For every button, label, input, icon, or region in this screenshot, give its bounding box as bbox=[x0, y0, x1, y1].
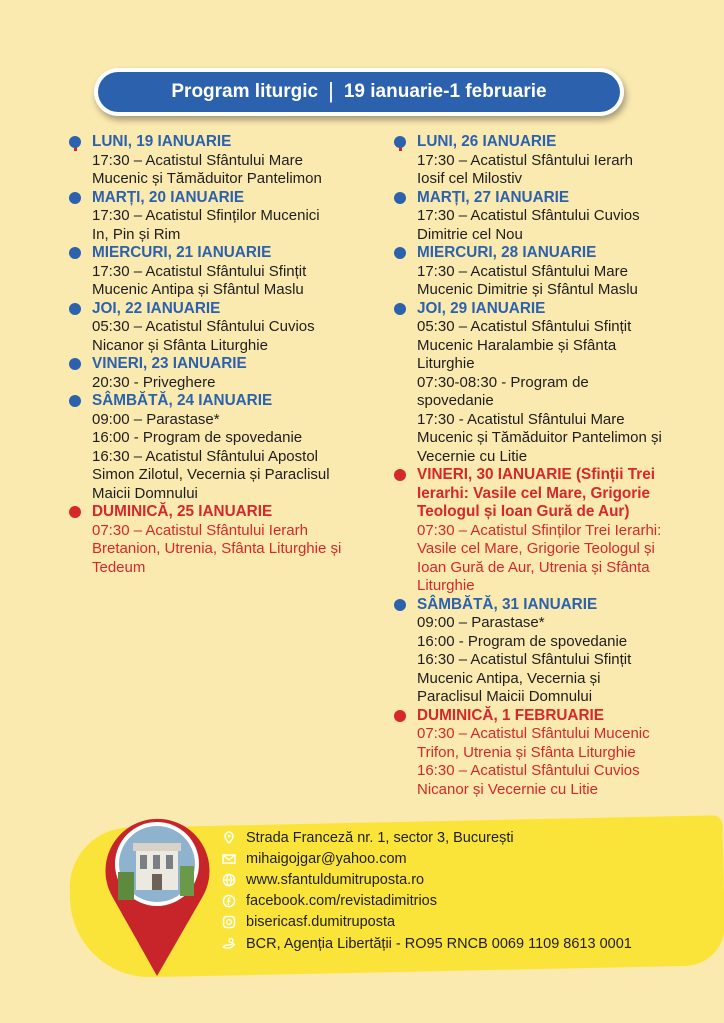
day-heading: MARȚI, 27 IANUARIE bbox=[417, 188, 570, 206]
event-line: Vecernie cu Litie bbox=[417, 447, 528, 465]
event-line: 07:30-08:30 - Program de bbox=[417, 373, 589, 391]
church-location-pin bbox=[100, 808, 215, 978]
title-right: 19 ianuarie-1 februarie bbox=[343, 81, 547, 102]
contact-email bbox=[222, 848, 632, 869]
day-heading: SÂMBĂTĂ, 24 IANUARIE bbox=[92, 392, 273, 409]
event-line: In, Pin și Rim bbox=[92, 225, 181, 243]
event-line: Liturghie bbox=[417, 355, 475, 372]
contact-info bbox=[222, 827, 632, 954]
contact-instagram bbox=[222, 912, 632, 933]
schedule-day bbox=[394, 300, 704, 467]
event-line: Iosif cel Milostiv bbox=[417, 170, 523, 187]
bank-text: BCR, Agenția Libertății - RO95 RNCB 0069 1109 8613 0001 bbox=[246, 935, 632, 952]
location-icon bbox=[222, 831, 236, 845]
event-line: Mucenic Dimitrie și Sfântul Maslu bbox=[417, 281, 638, 298]
timeline-dot bbox=[394, 710, 406, 722]
event-line: Mucenic Antipa, Vecernia și bbox=[417, 669, 601, 687]
event-line: 17:30 - Acatistul Sfântului Mare bbox=[417, 410, 625, 428]
event-line: 20:30 - Priveghere bbox=[92, 373, 216, 391]
event-line: Vasile cel Mare, Grigorie Teologul și bbox=[417, 540, 655, 557]
event-line: Mucenic Haralambie și Sfânta bbox=[417, 336, 617, 354]
day-heading: DUMINICĂ, 25 IANUARIE bbox=[92, 503, 273, 520]
facebook-text[interactable]: facebook.com/revistadimitrios bbox=[246, 893, 437, 910]
schedule-day bbox=[394, 466, 704, 596]
day-heading: VINERI, 23 IANUARIE bbox=[92, 355, 247, 372]
event-line: 09:00 – Parastase* bbox=[92, 410, 220, 428]
title-banner bbox=[98, 72, 620, 112]
timeline-dot bbox=[69, 192, 81, 204]
schedule-day bbox=[69, 133, 369, 189]
event-line: Mucenic Antipa și Sfântul Maslu bbox=[92, 281, 304, 298]
event-line: 05:30 – Acatistul Sfântului Sfințit bbox=[417, 318, 632, 335]
timeline-dot bbox=[69, 247, 81, 259]
day-heading: JOI, 29 IANUARIE bbox=[417, 299, 546, 317]
event-line: 16:30 – Acatistul Sfântului Apostol bbox=[92, 447, 318, 465]
event-line: spovedanie bbox=[417, 392, 494, 409]
event-line: Bretanion, Utrenia, Sfânta Liturghie și bbox=[92, 540, 342, 557]
instagram-text[interactable]: bisericasf.dumitruposta bbox=[246, 914, 396, 931]
event-line: 07:30 – Acatistul Sfântului Mucenic bbox=[417, 725, 650, 742]
day-heading: JOI, 22 IANUARIE bbox=[92, 299, 221, 317]
address-text: Strada Franceză nr. 1, sector 3, București bbox=[246, 829, 514, 846]
timeline-dot bbox=[394, 469, 406, 481]
event-line: Dimitrie cel Nou bbox=[417, 225, 523, 243]
event-line: 17:30 – Acatistul Sfântului Cuvios bbox=[417, 207, 640, 224]
day-heading: SÂMBĂTĂ, 31 IANUARIE bbox=[417, 595, 598, 613]
contact-facebook bbox=[222, 891, 632, 912]
day-heading: MARȚI, 20 IANUARIE bbox=[92, 188, 245, 206]
globe-icon bbox=[222, 873, 236, 887]
event-line: 17:30 – Acatistul Sfântului Ierarh bbox=[417, 151, 633, 169]
schedule-day bbox=[69, 503, 369, 577]
day-heading: VINERI, 30 IANUARIE (Sfinții Trei bbox=[417, 466, 655, 483]
event-line: 16:00 - Program de spovedanie bbox=[417, 632, 628, 650]
timeline-dot bbox=[69, 506, 81, 518]
event-line: 17:30 – Acatistul Sfântului Sfințit bbox=[92, 262, 307, 280]
event-line: 07:30 – Acatistul Sfântului Ierarh bbox=[92, 521, 308, 539]
schedule-day bbox=[69, 392, 369, 503]
event-line: 16:30 – Acatistul Sfântului Cuvios bbox=[417, 762, 640, 779]
contact-address bbox=[222, 827, 632, 848]
event-line: 17:30 – Acatistul Sfântului Mare bbox=[417, 262, 628, 280]
day-heading: MIERCURI, 21 IANUARIE bbox=[92, 244, 272, 261]
event-line: 16:30 – Acatistul Sfântului Sfințit bbox=[417, 651, 632, 668]
timeline-dot bbox=[394, 192, 406, 204]
event-line: 09:00 – Parastase* bbox=[417, 614, 545, 631]
schedule-day bbox=[394, 189, 704, 245]
event-line: Simon Zilotul, Vecernia și Paraclisul bbox=[92, 466, 330, 483]
title-left: Program liturgic bbox=[171, 81, 319, 102]
facebook-icon bbox=[222, 894, 236, 908]
timeline-dot bbox=[394, 247, 406, 259]
day-heading: LUNI, 26 IANUARIE bbox=[417, 133, 557, 150]
event-line: Ioan Gură de Aur, Utrenia și Sfânta bbox=[417, 558, 650, 576]
event-line: Tedeum bbox=[92, 558, 146, 576]
event-line: Mucenic și Tămăduitor Pantelimon bbox=[92, 170, 322, 187]
title-separator: | bbox=[328, 78, 334, 103]
event-line: Nicanor și Vecernie cu Litie bbox=[417, 780, 598, 798]
schedule-left-column bbox=[69, 133, 369, 577]
event-line: 16:00 - Program de spovedanie bbox=[92, 429, 303, 446]
schedule-day bbox=[69, 244, 369, 300]
event-line: Liturghie bbox=[417, 577, 475, 594]
event-line: Paraclisul Maicii Domnului bbox=[417, 688, 593, 705]
event-line: 17:30 – Acatistul Sfinților Mucenici bbox=[92, 207, 320, 224]
timeline-dot bbox=[69, 303, 81, 315]
timeline-dot bbox=[394, 303, 406, 315]
timeline-dot bbox=[394, 599, 406, 611]
event-line: 05:30 – Acatistul Sfântului Cuvios bbox=[92, 318, 315, 335]
email-text[interactable]: mihaigojgar@yahoo.com bbox=[246, 850, 407, 867]
contact-website bbox=[222, 869, 632, 890]
day-heading: LUNI, 19 IANUARIE bbox=[92, 133, 232, 150]
timeline-dot bbox=[69, 136, 81, 148]
instagram-icon bbox=[222, 915, 236, 929]
website-text[interactable]: www.sfantuldumitruposta.ro bbox=[246, 871, 425, 888]
day-heading-continued: Teologul și Ioan Gură de Aur) bbox=[417, 503, 630, 520]
schedule-day bbox=[394, 596, 704, 707]
event-line: Nicanor și Sfânta Liturghie bbox=[92, 336, 268, 354]
day-heading: DUMINICĂ, 1 FEBRUARIE bbox=[417, 706, 604, 724]
event-line: Mucenic și Tămăduitor Pantelimon și bbox=[417, 429, 662, 446]
day-heading: MIERCURI, 28 IANUARIE bbox=[417, 244, 597, 261]
mail-icon bbox=[222, 852, 236, 866]
event-line: Trifon, Utrenia și Sfânta Liturghie bbox=[417, 743, 636, 761]
bank-hand-icon bbox=[222, 937, 236, 951]
timeline-dot bbox=[394, 136, 406, 148]
schedule-day bbox=[394, 244, 704, 300]
timeline-dot bbox=[69, 395, 81, 407]
schedule-day bbox=[394, 707, 704, 800]
event-line: 07:30 – Acatistul Sfinților Trei Ierarhi: bbox=[417, 521, 662, 539]
event-line: Maicii Domnului bbox=[92, 484, 198, 502]
schedule-right-column bbox=[394, 133, 704, 799]
schedule-day bbox=[69, 189, 369, 245]
event-line: 17:30 – Acatistul Sfântului Mare bbox=[92, 151, 303, 169]
day-heading-continued: Ierarhi: Vasile cel Mare, Grigorie bbox=[417, 484, 650, 502]
contact-bank bbox=[222, 933, 632, 954]
schedule-day bbox=[69, 300, 369, 356]
timeline-dot bbox=[69, 358, 81, 370]
schedule-day bbox=[394, 133, 704, 189]
schedule-day bbox=[69, 355, 369, 392]
